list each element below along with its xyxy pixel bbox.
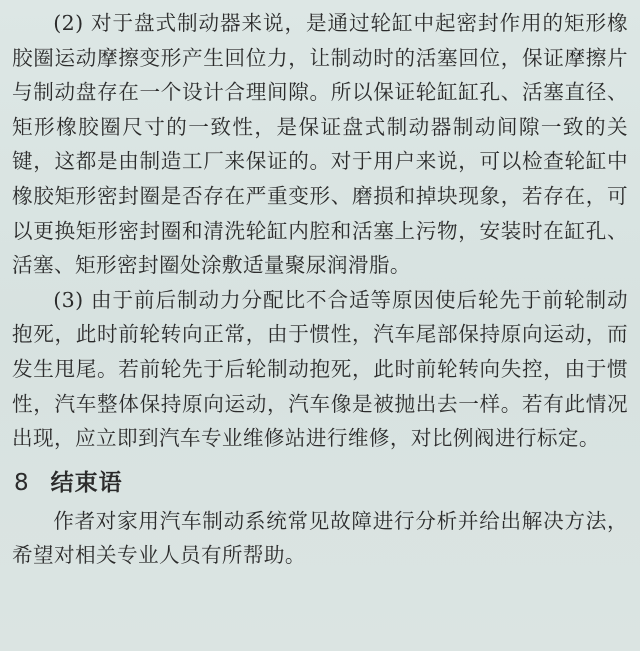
section-heading (12, 468, 628, 498)
section-title: 结束语 (50, 469, 123, 496)
section-number: 8 (14, 469, 29, 496)
paragraph-disc-brake: (2) 对于盘式制动器来说，是通过轮缸中起密封作用的矩形橡胶圈运动摩擦变形产生回位力，让制动时的活塞回位，保证摩擦片与制动盘存在一个设计合理间隙。所以保证轮缸缸孔、活塞直径、矩形橡胶圈尺寸的一致性，是保证盘式制动器制动间隙一致的关键，这都是由制造工厂来保证的。对于用户来说，可以检查轮缸中橡胶矩形密封圈是否存在严重变形、磨损和掉块现象，若存在，可以更换矩形密封圈和清洗轮缸内腔和活塞上污物，安装时在缸孔、活塞、矩形密封圈处涂敷适量聚尿润滑脂。 (12, 11, 628, 278)
paragraph-conclusion: 作者对家用汽车制动系统常见故障进行分析并给出解决方法，希望对相关专业人员有所帮助。 (12, 508, 628, 568)
paragraph-brake-lock: (3) 由于前后制动力分配比不合适等原因使后轮先于前轮制动抱死，此时前轮转向正常，由于惯性，汽车尾部保持原向运动，而发生甩尾。若前轮先于后轮制动抱死，此时前轮转向失控，由于惯性，汽车整体保持原向运动，汽车像是被抛出去一样。若有此情况出现，应立即到汽车专业维修站进行维修，对比例阀进行标定。 (12, 287, 628, 451)
